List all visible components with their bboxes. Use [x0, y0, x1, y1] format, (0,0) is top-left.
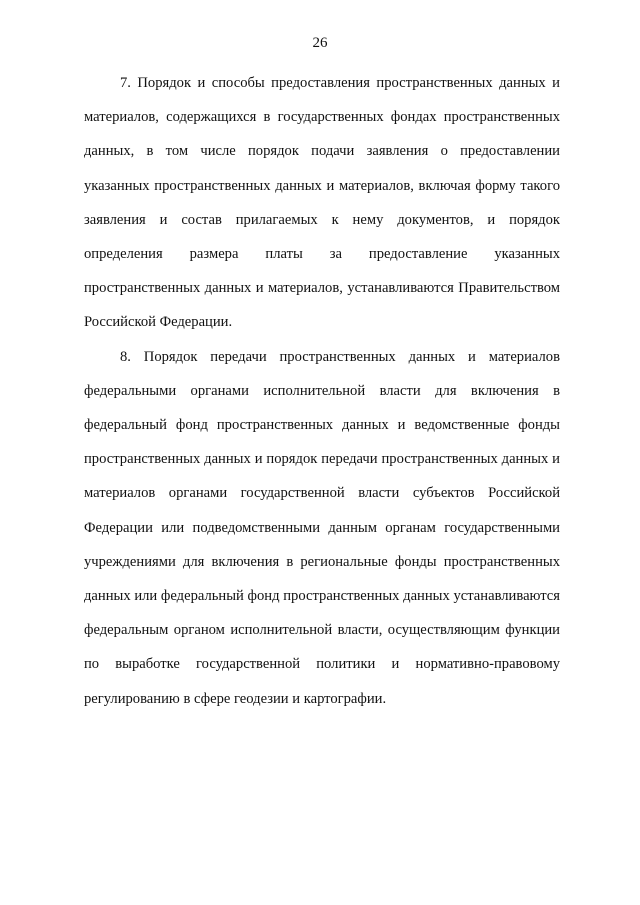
document-body	[84, 66, 560, 716]
paragraph-8: 8. Порядок передачи пространственных данных и материалов федеральными органами исполнительной власти для включения в федеральный фонд пространственных данных и ведомственные фонды пространственных данных и порядок передачи пространственных данных и материалов органами государственной власти субъектов Российской Федерации или подведомственными данным органам государственными учреждениями для включения в региональные фонды пространственных данных или федеральный фонд пространственных данных устанавливаются федеральным органом исполнительной власти, осуществляющим функции по выработке государственной политики и нормативно-правовому регулированию в сфере геодезии и картографии.	[84, 348, 560, 707]
paragraph-7: 7. Порядок и способы предоставления пространственных данных и материалов, содержащихся в государственных фондах пространственных данных, в том числе порядок подачи заявления о предоставлении указанных пространственных данных и материалов, включая форму такого заявления и состав прилагаемых к нему документов, и порядок определения размера платы за предоставление указанных пространственных данных и материалов, устанавливаются Правительством Российской Федерации.	[84, 75, 560, 331]
page-number: 26	[312, 35, 328, 51]
